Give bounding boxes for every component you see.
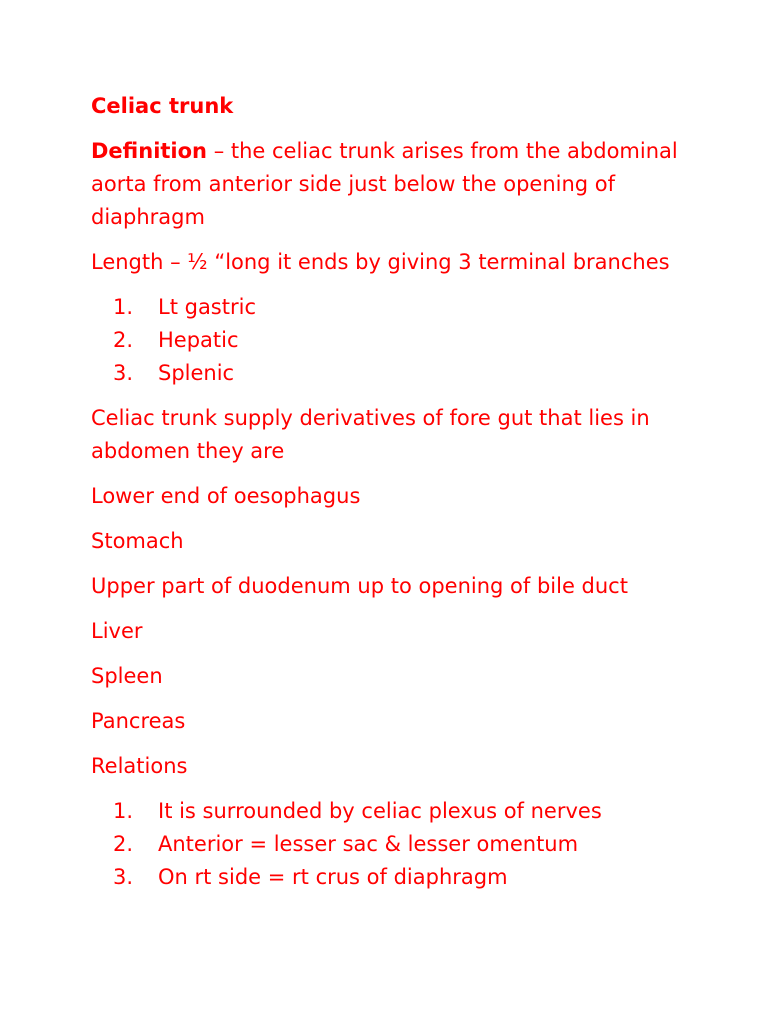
list-item-number: 2.	[113, 832, 134, 856]
supply-intro-paragraph: Celiac trunk supply derivatives of fore gut that lies in abdomen they are	[91, 406, 650, 463]
supplied-organ: Upper part of duodenum up to opening of bile duct	[91, 574, 628, 598]
length-paragraph: Length – ½ “long it ends by giving 3 terminal branches	[91, 250, 670, 274]
list-item-text: Hepatic	[158, 328, 239, 352]
supplied-organ: Stomach	[91, 529, 184, 553]
supplied-organ: Pancreas	[91, 709, 186, 733]
supplied-organ: Liver	[91, 619, 143, 643]
document-title: Celiac trunk	[91, 94, 234, 118]
definition-text: – the celiac trunk arises from the abdominal aorta from anterior side just below the opening of diaphragm	[91, 139, 678, 229]
list-item-text: It is surrounded by celiac plexus of nerves	[158, 799, 602, 823]
supplied-organ: Spleen	[91, 664, 163, 688]
list-item	[91, 828, 701, 861]
definition-paragraph	[91, 135, 701, 234]
list-item-number: 1.	[113, 295, 134, 319]
list-item	[91, 357, 701, 390]
list-item	[91, 324, 701, 357]
list-item	[91, 795, 701, 828]
list-item-text: Anterior = lesser sac & lesser omentum	[158, 832, 579, 856]
list-item-text: Lt gastric	[158, 295, 256, 319]
relations-list	[91, 795, 701, 894]
list-item-number: 2.	[113, 328, 134, 352]
list-item-number: 3.	[113, 865, 134, 889]
list-item-text: Splenic	[158, 361, 235, 385]
definition-term: Definition	[91, 139, 208, 163]
document-body	[91, 90, 701, 906]
list-item-text: On rt side = rt crus of diaphragm	[158, 865, 508, 889]
list-item	[91, 291, 701, 324]
supplied-organ: Lower end of oesophagus	[91, 484, 361, 508]
list-item	[91, 861, 701, 894]
terminal-branches-list	[91, 291, 701, 390]
relations-heading: Relations	[91, 754, 188, 778]
list-item-number: 1.	[113, 799, 134, 823]
list-item-number: 3.	[113, 361, 134, 385]
